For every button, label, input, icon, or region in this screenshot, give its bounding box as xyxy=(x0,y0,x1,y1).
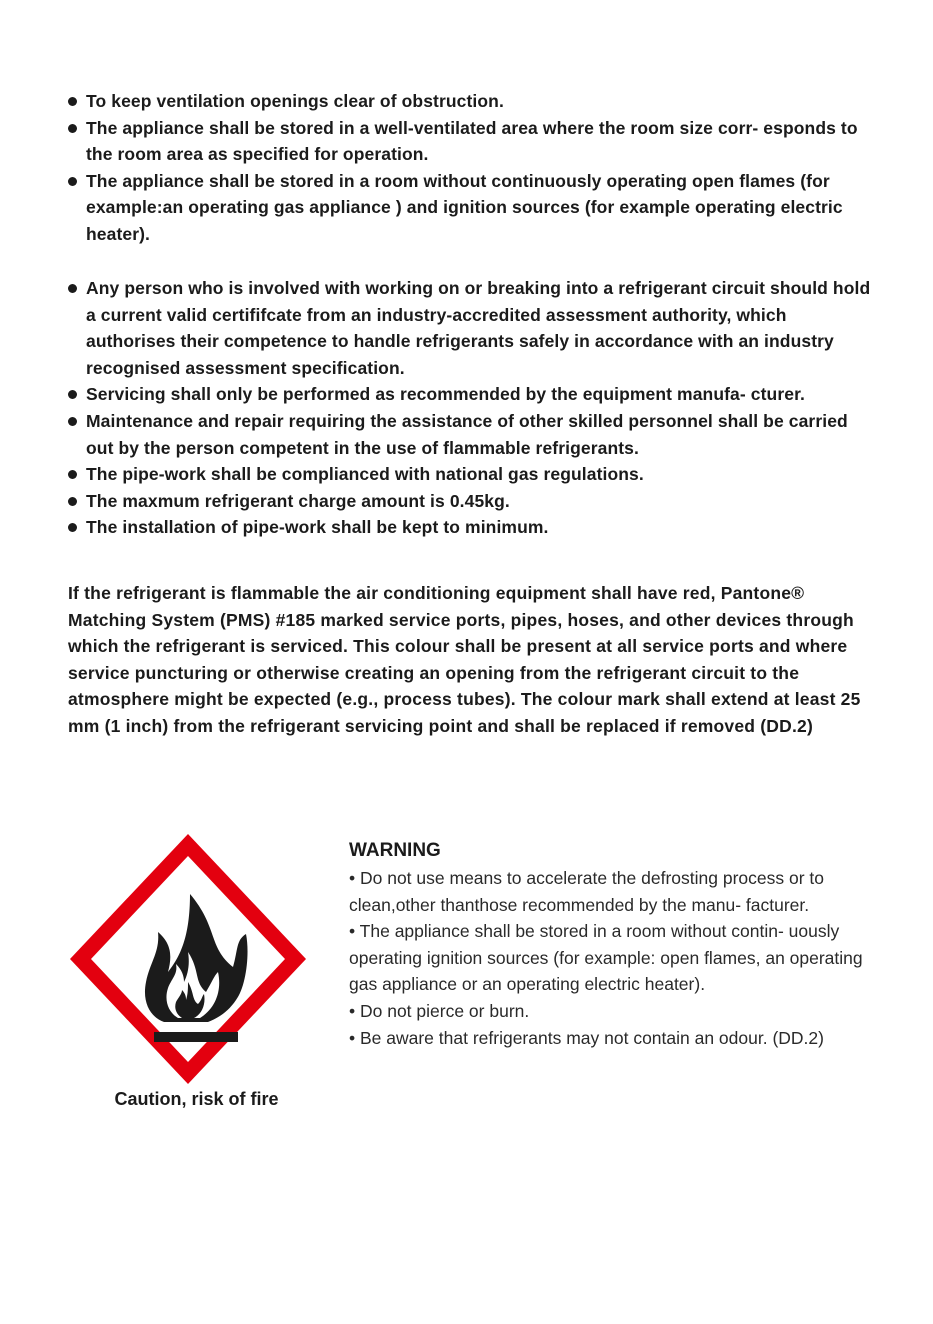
warning-line: • Do not use means to accelerate the defrosting process or to clean,other thanthose recommended by the manu- facturer. xyxy=(349,868,824,915)
list-item: The appliance shall be stored in a well-ventilated area where the room size corr- esponds to the room area as specified for operation. xyxy=(68,115,878,168)
refrigerant-colour-paragraph: If the refrigerant is flammable the air conditioning equipment shall have red, Pantone® Matching System (PMS) #185 marked service ports, pipes, hoses, and other devices through which the refrigerant is serviced. This colour shall be present at all service ports and where service puncturing or otherwise creating an opening from the refrigerant circuit to the atmosphere might be expected (e.g., process tubes). The colour mark shall extend at least 25 mm (1 inch) from the refrigerant servicing point and shall be replaced if removed (DD.2) xyxy=(68,583,861,736)
list-item: The maxmum refrigerant charge amount is 0.45kg. xyxy=(68,488,878,515)
warning-block xyxy=(349,837,879,1051)
list-item: Servicing shall only be performed as recommended by the equipment manufa- cturer. xyxy=(68,381,878,408)
bullet-icon xyxy=(68,417,77,426)
warning-title: WARNING xyxy=(349,840,441,861)
flammable-hazard-icon xyxy=(68,832,308,1087)
safety-list-top xyxy=(68,88,878,248)
warning-line: • The appliance shall be stored in a room without contin- uously operating ignition sources (for example: open flames, an operating gas appliance or an operating electric heater). xyxy=(349,921,863,995)
bullet-icon xyxy=(68,177,77,186)
hazard-symbol xyxy=(68,832,308,1087)
list-item: The installation of pipe-work shall be kept to minimum. xyxy=(68,514,878,541)
safety-list-bottom xyxy=(68,275,878,541)
bullet-icon xyxy=(68,523,77,532)
bullet-icon xyxy=(68,97,77,106)
list-item: The pipe-work shall be complianced with national gas regulations. xyxy=(68,461,878,488)
warning-line: • Do not pierce or burn. xyxy=(349,1000,530,1021)
warning-line: • Be aware that refrigerants may not contain an odour. (DD.2) xyxy=(349,1027,824,1048)
bullet-icon xyxy=(68,497,77,506)
bullet-icon xyxy=(68,470,77,479)
list-item: Any person who is involved with working on or breaking into a refrigerant circuit should hold a current valid certififcate from an industry-accredited assessment authority, which authorises their competence to handle refrigerants safely in accordance with an industry recognised assessment specification. xyxy=(68,275,878,381)
list-item: To keep ventilation openings clear of obstruction. xyxy=(68,88,878,115)
bullet-icon xyxy=(68,390,77,399)
bullet-icon xyxy=(68,284,77,293)
list-item: Maintenance and repair requiring the assistance of other skilled personnel shall be carried out by the person competent in the use of flammable refrigerants. xyxy=(68,408,878,461)
hazard-caption: Caution, risk of fire xyxy=(114,1089,279,1109)
list-item: The appliance shall be stored in a room without continuously operating open flames (for example:an operating gas appliance ) and ignition sources (for example operating electric heater). xyxy=(68,168,878,248)
bullet-icon xyxy=(68,124,77,133)
